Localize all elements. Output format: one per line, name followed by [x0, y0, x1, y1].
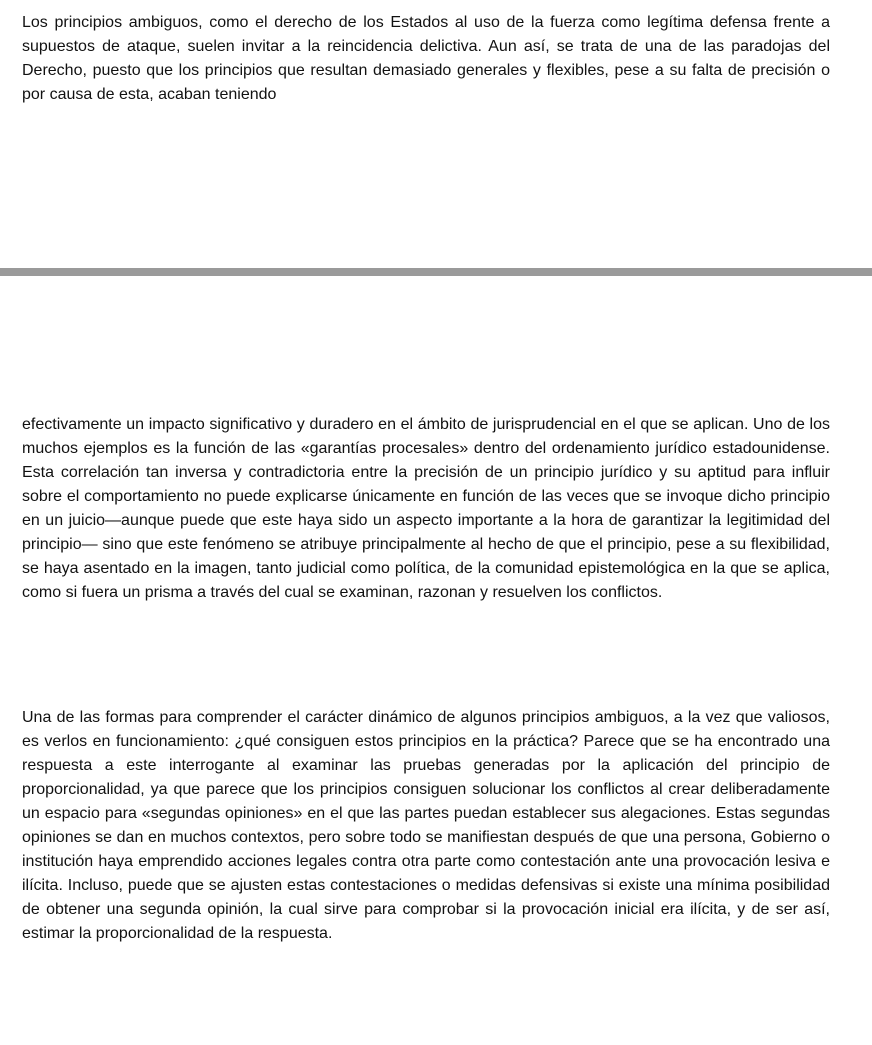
paragraph-2: Una de las formas para comprender el carácter dinámico de algunos principios ambiguos, a la vez que valiosos, es verlos en funcionamiento: ¿qué consiguen estos principios en la práctica? Parece que se ha encontrado una respuesta a este interrogante al examinar las pruebas generadas por la aplicación del principio de proporcionalidad, ya que parece que los principios consiguen solucionar los conflictos al crear deliberadamente un espacio para «segundas opiniones» en el que las partes puedan establecer sus alegaciones. Estas segundas opiniones se dan en muchos contextos, pero sobre todo se manifiestan después de que una persona, Gobierno o institución haya emprendido acciones legales contra otra parte como contestación ante una provocación lesiva e ilícita. Incluso, puede que se ajusten estas contestaciones o medidas defensivas si existe una mínima posibilidad de obtener una segunda opinión, la cual sirve para comprobar si la provocación inicial era ilícita, y de ser así, estimar la proporcionalidad de la respuesta. [22, 709, 830, 942]
paragraph-1-continuation: efectivamente un impacto significativo y duradero en el ámbito de jurisprudencial en el que se aplican. Uno de los muchos ejemplos es la función de las «garantías procesales» dentro del ordenamiento jurídico estadounidense. Esta correlación tan inversa y contradictoria entre la precisión de un principio jurídico y su aptitud para influir sobre el comportamiento no puede explicarse únicamente en función de las veces que se invoque dicho principio en un juicio—aunque puede que este haya sido un aspecto importante a la hora de garantizar la legitimidad del principio— sino que este fenómeno se atribuye principalmente al hecho de que el principio, pese a su flexibilidad, se haya asentado en la imagen, tanto judicial como política, de la comunidad epistemológica en la que se aplica, como si fuera un prisma a través del cual se examinan, razonan y resuelven los conflictos. [22, 416, 830, 601]
paragraph-1-start: Los principios ambiguos, como el derecho de los Estados al uso de la fuerza como legítima defensa frente a supuestos de ataque, suelen invitar a la reincidencia delictiva. Aun así, se trata de una de las paradojas del Derecho, puesto que los principios que resultan demasiado generales y flexibles, pese a su falta de precisión o por causa de esta, acaban teniendo [22, 14, 830, 103]
page-bottom [0, 276, 872, 1045]
page-top [0, 0, 872, 268]
page-break-separator [0, 268, 872, 276]
